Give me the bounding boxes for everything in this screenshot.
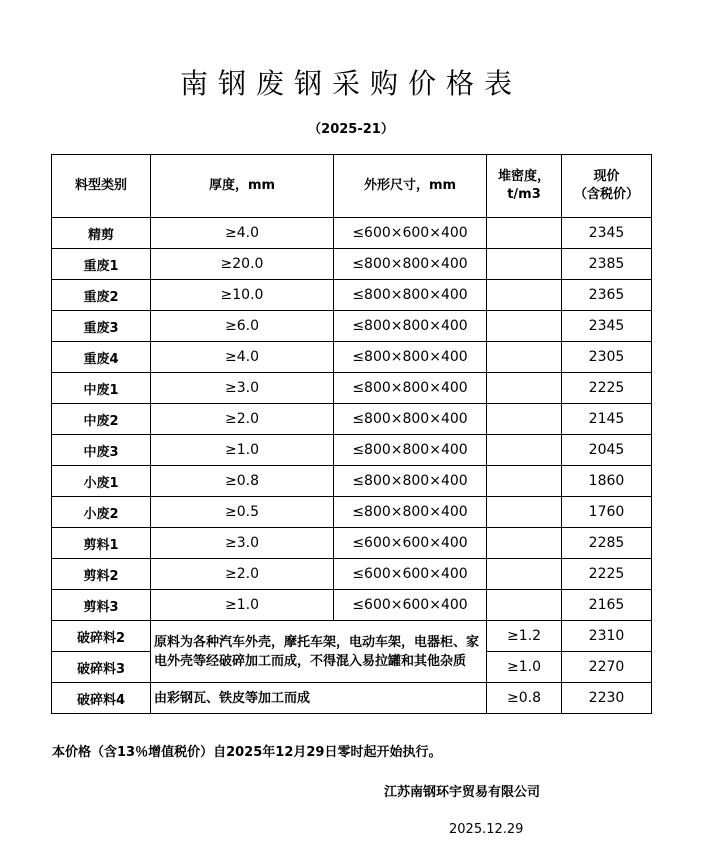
cell-type: 重废3 [52, 311, 151, 342]
cell-size: ≤600×600×400 [334, 528, 487, 559]
cell-thickness: ≥4.0 [151, 342, 334, 373]
cell-description: 由彩钢瓦、铁皮等加工而成 [151, 683, 487, 714]
cell-price: 2365 [562, 280, 652, 311]
cell-size: ≤600×600×400 [334, 218, 487, 249]
table-header-row [52, 155, 652, 218]
header-density [487, 155, 562, 218]
cell-type: 剪料3 [52, 590, 151, 621]
header-price-line1: 现价 [593, 169, 620, 184]
table-row [52, 559, 652, 590]
table-row [52, 373, 652, 404]
cell-type: 剪料2 [52, 559, 151, 590]
table-row [52, 497, 652, 528]
price-note: 本价格（含13％增值税价）自2025年12月29日零时起开始执行。 [52, 745, 442, 760]
table-row [52, 404, 652, 435]
cell-price: 2165 [562, 590, 652, 621]
cell-density [487, 590, 562, 621]
cell-size: ≤800×800×400 [334, 280, 487, 311]
cell-density [487, 435, 562, 466]
cell-density: ≥0.8 [487, 683, 562, 714]
cell-price: 2225 [562, 373, 652, 404]
table-row [52, 466, 652, 497]
cell-density [487, 559, 562, 590]
cell-size: ≤800×800×400 [334, 404, 487, 435]
cell-thickness: ≥2.0 [151, 404, 334, 435]
cell-density: ≥1.0 [487, 652, 562, 683]
table-row [52, 311, 652, 342]
cell-size: ≤800×800×400 [334, 342, 487, 373]
header-size: 外形尺寸，mm [334, 155, 487, 218]
cell-type: 破碎料3 [52, 652, 151, 683]
company-name: 江苏南钢环宇贸易有限公司 [384, 785, 541, 800]
header-price [562, 155, 652, 218]
table-row [52, 590, 652, 621]
cell-density [487, 528, 562, 559]
price-table [51, 154, 652, 714]
cell-density: ≥1.2 [487, 621, 562, 652]
cell-thickness: ≥2.0 [151, 559, 334, 590]
cell-type: 中废1 [52, 373, 151, 404]
cell-size: ≤600×600×400 [334, 559, 487, 590]
cell-density [487, 218, 562, 249]
cell-size: ≤800×800×400 [334, 373, 487, 404]
cell-price: 1760 [562, 497, 652, 528]
cell-price: 2310 [562, 621, 652, 652]
cell-price: 2285 [562, 528, 652, 559]
cell-size: ≤800×800×400 [334, 466, 487, 497]
header-type: 料型类别 [52, 155, 151, 218]
cell-type: 中废2 [52, 404, 151, 435]
cell-thickness: ≥20.0 [151, 249, 334, 280]
document-code: （2025-21） [308, 122, 394, 137]
cell-price: 2145 [562, 404, 652, 435]
cell-thickness: ≥0.8 [151, 466, 334, 497]
header-price-line2: （含税价） [573, 187, 639, 202]
header-density-line1: 堆密度， [497, 169, 550, 184]
cell-price: 2345 [562, 218, 652, 249]
table-row-crushed [52, 683, 652, 714]
table-row [52, 342, 652, 373]
cell-density [487, 497, 562, 528]
page-title: 南钢废钢采购价格表 [179, 67, 522, 100]
cell-density [487, 404, 562, 435]
cell-thickness: ≥4.0 [151, 218, 334, 249]
cell-density [487, 249, 562, 280]
cell-price: 1860 [562, 466, 652, 497]
cell-type: 小废1 [52, 466, 151, 497]
cell-type: 重废4 [52, 342, 151, 373]
table-row [52, 249, 652, 280]
cell-type: 重废2 [52, 280, 151, 311]
cell-thickness: ≥1.0 [151, 590, 334, 621]
cell-thickness: ≥3.0 [151, 373, 334, 404]
cell-price: 2270 [562, 652, 652, 683]
issue-date: 2025.12.29 [449, 822, 524, 837]
table-row [52, 435, 652, 466]
cell-type: 破碎料2 [52, 621, 151, 652]
cell-density [487, 311, 562, 342]
cell-thickness: ≥3.0 [151, 528, 334, 559]
cell-price: 2385 [562, 249, 652, 280]
cell-size: ≤800×800×400 [334, 497, 487, 528]
cell-thickness: ≥6.0 [151, 311, 334, 342]
header-thickness: 厚度，mm [151, 155, 334, 218]
cell-size: ≤800×800×400 [334, 249, 487, 280]
cell-density [487, 466, 562, 497]
cell-type: 精剪 [52, 218, 151, 249]
cell-price: 2345 [562, 311, 652, 342]
cell-type: 重废1 [52, 249, 151, 280]
cell-thickness: ≥1.0 [151, 435, 334, 466]
table-row [52, 280, 652, 311]
cell-density [487, 280, 562, 311]
cell-description: 原料为各种汽车外壳，摩托车架，电动车架，电器柜、家电外壳等经破碎加工而成，不得混入易拉罐和其他杂质 [151, 621, 487, 683]
cell-density [487, 342, 562, 373]
cell-price: 2225 [562, 559, 652, 590]
cell-thickness: ≥10.0 [151, 280, 334, 311]
cell-type: 中废3 [52, 435, 151, 466]
table-row-crushed [52, 621, 652, 652]
cell-type: 剪料1 [52, 528, 151, 559]
table-row [52, 218, 652, 249]
cell-type: 破碎料4 [52, 683, 151, 714]
cell-type: 小废2 [52, 497, 151, 528]
cell-thickness: ≥0.5 [151, 497, 334, 528]
cell-size: ≤600×600×400 [334, 590, 487, 621]
cell-size: ≤800×800×400 [334, 311, 487, 342]
header-density-line2: t/m3 [507, 187, 541, 202]
cell-size: ≤800×800×400 [334, 435, 487, 466]
cell-price: 2305 [562, 342, 652, 373]
cell-density [487, 373, 562, 404]
cell-price: 2230 [562, 683, 652, 714]
cell-price: 2045 [562, 435, 652, 466]
table-row [52, 528, 652, 559]
